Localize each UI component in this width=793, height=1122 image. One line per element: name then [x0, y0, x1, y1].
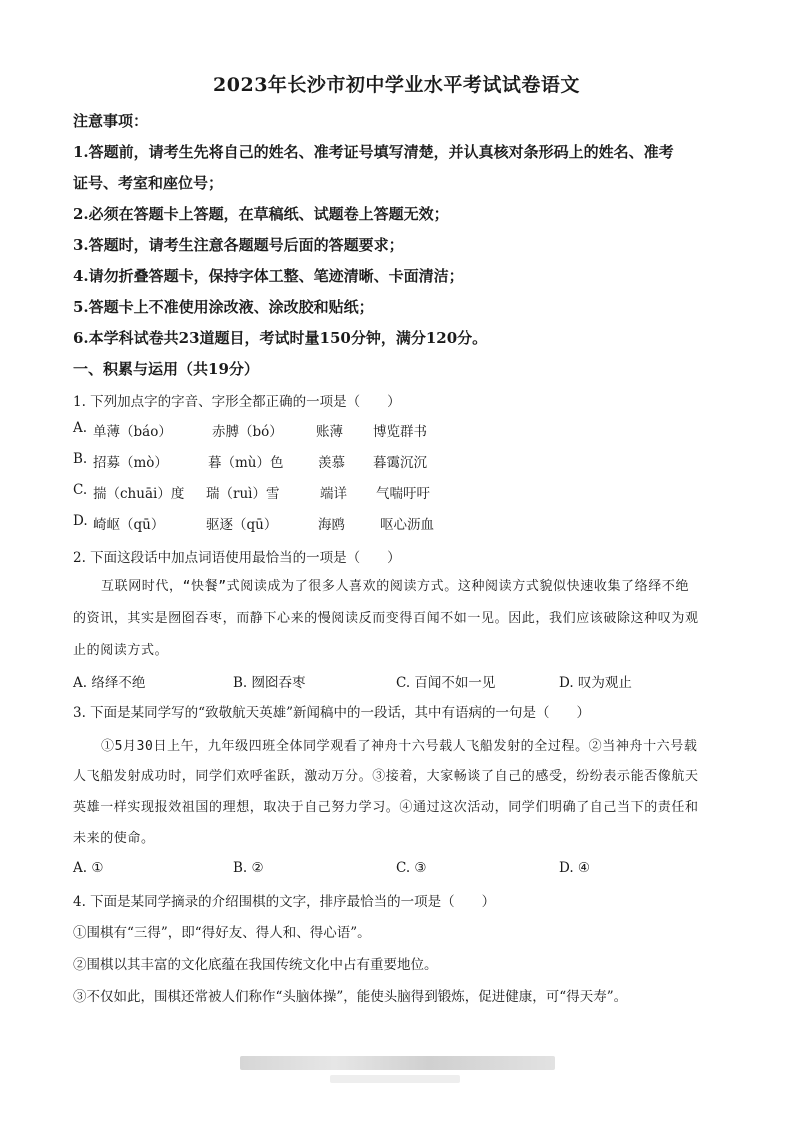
- question-1-stem: 1. 下列加点字的字音、字形全都正确的一项是（ ）: [73, 394, 401, 410]
- answer-option: C. ③: [396, 860, 427, 876]
- passage-line: 止的阅读方式。: [73, 643, 169, 658]
- option-label: A.: [73, 420, 88, 436]
- question-4-stem: 4. 下面是某同学摘录的介绍围棋的文字，排序最恰当的一项是（ ）: [73, 894, 496, 910]
- option-word: 海鸥: [318, 517, 345, 533]
- sentence-line: ②围棋以其丰富的文化底蕴在我国传统文化中占有重要地位。: [73, 957, 438, 973]
- option-word: 瑞（ruì）雪: [206, 486, 280, 502]
- sentence-line: ③不仅如此，围棋还常被人们称作“头脑体操”，能使头脑得到锻炼，促进健康，可“得天寿”。: [73, 989, 628, 1005]
- option-word: 账薄: [316, 424, 343, 440]
- answer-option: B. ②: [233, 860, 264, 876]
- option-word: 崎岖（qū）: [93, 517, 165, 533]
- footer-watermark-blur: [240, 1056, 555, 1070]
- passage-line: 互联网时代，“快餐”式阅读成为了很多人喜欢的阅读方式。这种阅读方式貌似快速收集了络绎不绝: [101, 579, 690, 594]
- question-2-stem: 2. 下面这段话中加点词语使用最恰当的一项是（ ）: [73, 550, 401, 566]
- notice-item: 3.答题时，请考生注意各题题号后面的答题要求；: [73, 236, 404, 254]
- passage-line: 未来的使命。: [73, 831, 155, 846]
- option-label: B.: [73, 451, 88, 467]
- passage-line: 人飞船发射成功时，同学们欢呼雀跃，激动万分。③接着，大家畅谈了自己的感受，纷纷表示能否像航天: [73, 769, 699, 784]
- option-word: 赤膊（bó）: [212, 424, 283, 440]
- option-label: C.: [73, 482, 88, 498]
- answer-option: D. ④: [559, 860, 591, 876]
- option-word: 暮霭沉沉: [373, 455, 427, 471]
- notice-item: 2.必须在答题卡上答题，在草稿纸、试题卷上答题无效；: [73, 205, 449, 223]
- answer-option: A. ①: [73, 860, 104, 876]
- page-title: 2023年长沙市初中学业水平考试试卷语文: [213, 74, 580, 96]
- notice-item: 6.本学科试卷共23道题目，考试时量150分钟，满分120分。: [73, 329, 488, 347]
- section-heading: 一、积累与运用（共19分）: [73, 360, 259, 378]
- option-word: 气喘吁吁: [376, 486, 430, 502]
- option-word: 招募（mò）: [93, 455, 168, 471]
- answer-option: A. 络绎不绝: [73, 675, 146, 691]
- option-word: 博览群书: [373, 424, 427, 440]
- notice-item: 证号、考室和座位号；: [73, 174, 224, 192]
- option-word: 单薄（báo）: [93, 424, 172, 440]
- footer-watermark-blur-2: [330, 1075, 460, 1083]
- answer-option: B. 囫囵吞枣: [233, 675, 306, 691]
- notice-item: 5.答题卡上不准使用涂改液、涂改胶和贴纸；: [73, 298, 374, 316]
- option-word: 揣（chuāi）度: [93, 486, 185, 502]
- passage-line: ①5月30日上午，九年级四班全体同学观看了神舟十六号载人飞船发射的全过程。②当神舟十六号载: [101, 739, 698, 754]
- question-3-stem: 3. 下面是某同学写的“致敬航天英雄”新闻稿中的一段话，其中有语病的一句是（ ）: [73, 705, 590, 721]
- sentence-line: ①围棋有“三得”，即“得好友、得人和、得心语”。: [73, 925, 371, 941]
- option-word: 呕心沥血: [380, 517, 434, 533]
- option-label: D.: [73, 513, 88, 529]
- option-word: 驱逐（qū）: [206, 517, 278, 533]
- passage-line: 英雄一样实现报效祖国的理想，取决于自己努力学习。④通过这次活动，同学们明确了自己当下的责任和: [73, 800, 699, 815]
- answer-option: C. 百闻不如一见: [396, 675, 496, 691]
- notice-item: 4.请勿折叠答题卡，保持字体工整、笔迹清晰、卡面清洁；: [73, 267, 464, 285]
- notice-item: 1.答题前，请考生先将自己的姓名、准考证号填写清楚，并认真核对条形码上的姓名、准考: [73, 143, 674, 161]
- option-word: 羡慕: [318, 455, 345, 471]
- passage-line: 的资讯，其实是囫囵吞枣，而静下心来的慢阅读反而变得百闻不如一见。因此，我们应该破除这种叹为观: [73, 611, 699, 626]
- option-word: 端详: [320, 486, 347, 502]
- answer-option: D. 叹为观止: [559, 675, 632, 691]
- option-word: 暮（mù）色: [208, 455, 284, 471]
- notice-heading: 注意事项：: [73, 112, 149, 130]
